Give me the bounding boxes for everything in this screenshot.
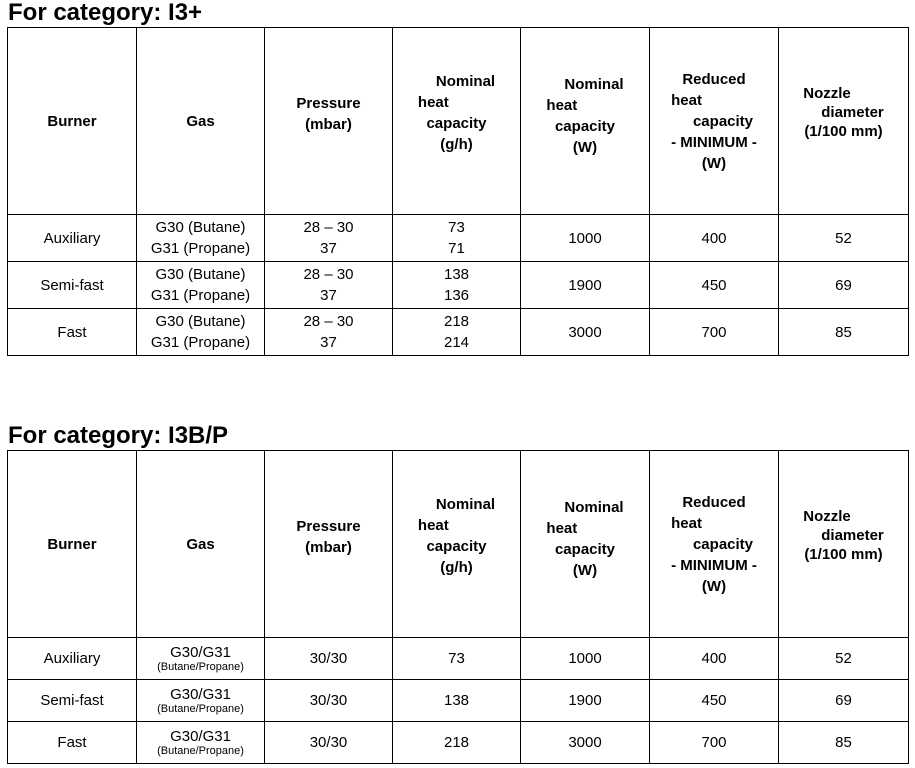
cell-nominal-w: 3000: [521, 309, 650, 356]
table-row: [8, 680, 909, 722]
header-nozzle: Nozzle diameter (1/100 mm): [779, 451, 909, 638]
cell-burner: Fast: [8, 309, 137, 356]
cell-gas: G30/G31 (Butane/Propane): [137, 638, 265, 680]
header-nominal-w: Nominal heat capacity (W): [521, 451, 650, 638]
cell-nominal-w: 1000: [521, 638, 650, 680]
cell-nominal-gh: 218 214: [393, 309, 521, 356]
cell-burner: Semi-fast: [8, 262, 137, 309]
cell-nominal-w: 1000: [521, 215, 650, 262]
cell-reduced: 400: [650, 215, 779, 262]
header-gas: Gas: [137, 451, 265, 638]
cell-nozzle: 85: [779, 309, 909, 356]
cell-nominal-w: 1900: [521, 680, 650, 722]
header-burner: Burner: [8, 28, 137, 215]
cell-nominal-gh: 73 71: [393, 215, 521, 262]
cell-gas: G30 (Butane) G31 (Propane): [137, 215, 265, 262]
cell-reduced: 400: [650, 638, 779, 680]
cell-reduced: 700: [650, 309, 779, 356]
cell-nozzle: 85: [779, 722, 909, 764]
cell-burner: Auxiliary: [8, 638, 137, 680]
table-row: [8, 722, 909, 764]
cell-pressure: 28 – 30 37: [265, 309, 393, 356]
header-pressure: Pressure (mbar): [265, 28, 393, 215]
cell-nominal-gh: 138 136: [393, 262, 521, 309]
table-row: [8, 309, 909, 356]
cell-reduced: 450: [650, 680, 779, 722]
header-reduced: Reduced heat capacity - MINIMUM - (W): [650, 28, 779, 215]
cell-nozzle: 52: [779, 215, 909, 262]
table-row: [8, 638, 909, 680]
cell-reduced: 450: [650, 262, 779, 309]
cell-burner: Auxiliary: [8, 215, 137, 262]
cell-nominal-w: 1900: [521, 262, 650, 309]
header-nominal-gh: Nominal heat capacity (g/h): [393, 451, 521, 638]
cell-pressure: 30/30: [265, 680, 393, 722]
cell-burner: Fast: [8, 722, 137, 764]
cell-nominal-gh: 218: [393, 722, 521, 764]
cell-nominal-gh: 73: [393, 638, 521, 680]
header-burner: Burner: [8, 451, 137, 638]
header-nominal-gh: Nominal heat capacity (g/h): [393, 28, 521, 215]
table-row: [8, 262, 909, 309]
header-row: [8, 451, 909, 638]
header-reduced: Reduced heat capacity - MINIMUM - (W): [650, 451, 779, 638]
header-nominal-w: Nominal heat capacity (W): [521, 28, 650, 215]
cell-nozzle: 52: [779, 638, 909, 680]
gas-table-i3plus: [7, 27, 909, 356]
cell-pressure: 30/30: [265, 638, 393, 680]
gas-table-i3bp: [7, 450, 909, 764]
cell-pressure: 28 – 30 37: [265, 215, 393, 262]
cell-pressure: 30/30: [265, 722, 393, 764]
cell-nozzle: 69: [779, 680, 909, 722]
cell-nozzle: 69: [779, 262, 909, 309]
header-gas: Gas: [137, 28, 265, 215]
cell-gas: G30 (Butane) G31 (Propane): [137, 309, 265, 356]
cell-gas: G30 (Butane) G31 (Propane): [137, 262, 265, 309]
header-nozzle: Nozzle diameter (1/100 mm): [779, 28, 909, 215]
header-pressure: Pressure (mbar): [265, 451, 393, 638]
header-row: [8, 28, 909, 215]
cell-gas: G30/G31 (Butane/Propane): [137, 722, 265, 764]
cell-nominal-gh: 138: [393, 680, 521, 722]
cell-gas: G30/G31 (Butane/Propane): [137, 680, 265, 722]
section-title-i3bp: For category: I3B/P: [8, 422, 229, 449]
cell-nominal-w: 3000: [521, 722, 650, 764]
section-title-i3plus: For category: I3+: [8, 0, 203, 26]
cell-reduced: 700: [650, 722, 779, 764]
cell-pressure: 28 – 30 37: [265, 262, 393, 309]
table-row: [8, 215, 909, 262]
cell-burner: Semi-fast: [8, 680, 137, 722]
